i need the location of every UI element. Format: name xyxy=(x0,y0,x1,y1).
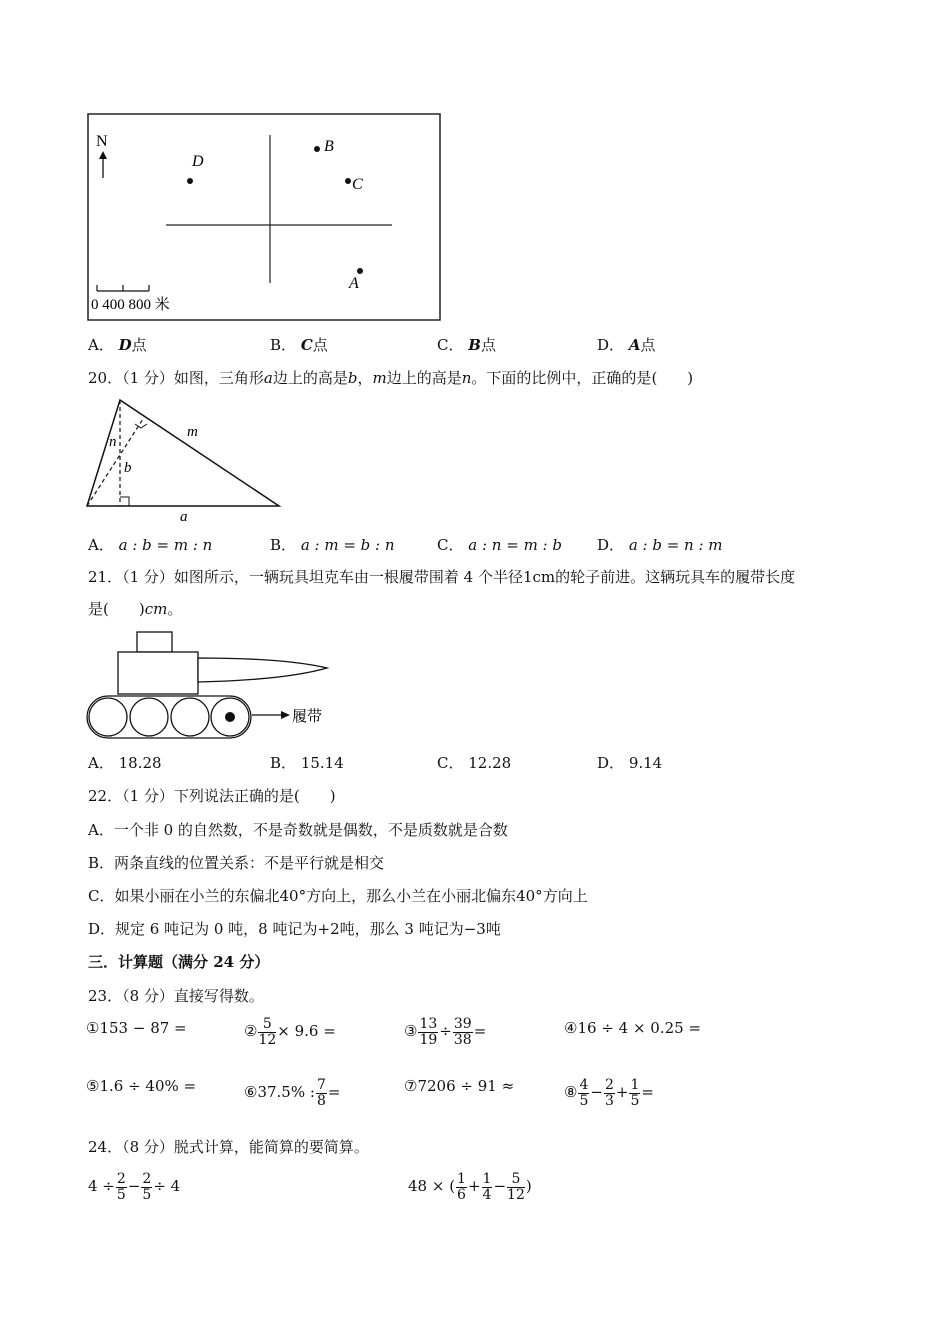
q22-option-c[interactable]: C．如果小丽在小兰的东偏北40°方向上，那么小兰在小丽北偏东40°方向上 xyxy=(88,887,588,905)
q23-item-8: ⑧ $\frac{4}{5}$ − $\frac{2}{3}$ + $\frac{1}{5}$ = xyxy=(564,1077,654,1109)
q23-item-5: ⑤1.6 ÷ 40% = xyxy=(86,1077,197,1095)
q20-option-a[interactable]: A． a : b = m : n xyxy=(88,536,213,554)
q21-option-b[interactable]: B． 15.14 xyxy=(270,754,344,772)
q20-option-b[interactable]: B． a : m = b : n xyxy=(270,536,395,554)
q19-option-a[interactable]: A． D点 xyxy=(88,336,147,354)
q22-option-b[interactable]: B．两条直线的位置关系：不是平行就是相交 xyxy=(88,854,385,872)
tank-figure xyxy=(85,630,345,742)
svg-text:n: n xyxy=(109,434,117,450)
svg-text:m: m xyxy=(187,424,198,440)
q22-stem: 22．（1 分）下列说法正确的是( ) xyxy=(88,787,336,805)
direction-map-figure xyxy=(87,113,443,323)
point-c xyxy=(345,178,351,184)
q19-option-d[interactable]: D． A点 xyxy=(597,336,656,354)
q21-option-a[interactable]: A． 18.28 xyxy=(88,754,162,772)
q23-stem: 23．（8 分）直接写得数。 xyxy=(88,987,264,1005)
q19-option-c[interactable]: C． B点 xyxy=(437,336,496,354)
svg-text:C: C xyxy=(352,176,363,193)
q21-option-d[interactable]: D． 9.14 xyxy=(597,754,663,772)
q23-item-6: ⑥37.5% : $\frac{7}{8}$ = xyxy=(244,1077,341,1109)
svg-text:A: A xyxy=(349,275,359,292)
svg-text:b: b xyxy=(124,460,132,476)
q23-item-1: ①153 − 87 = xyxy=(86,1019,187,1037)
point-a xyxy=(357,268,363,274)
q23-item-2: ② $\frac{5}{12}$ × 9.6 = xyxy=(244,1016,336,1048)
q23-item-7: ⑦7206 ÷ 91 ≈ xyxy=(404,1077,515,1095)
q21-stem-line1: 21．（1 分）如图所示，一辆玩具坦克车由一根履带围着 4 个半径1cm的轮子前进。这辆玩具车的履带长度 xyxy=(88,568,796,586)
q23-item-3: ③ $\frac{13}{19}$ ÷ $\frac{39}{38}$ = xyxy=(404,1016,487,1048)
q21-stem-line2: 是( )cm。 xyxy=(88,600,183,618)
map-scale: 0 400 800 米 xyxy=(91,297,170,313)
point-d xyxy=(187,178,193,184)
section-3-heading: 三．计算题（满分 24 分） xyxy=(88,953,270,971)
q24-stem: 24．（8 分）脱式计算，能简算的要简算。 xyxy=(88,1138,369,1156)
svg-text:D: D xyxy=(192,153,204,170)
q22-option-a[interactable]: A．一个非 0 的自然数，不是奇数就是偶数，不是质数就是合数 xyxy=(88,821,508,839)
track-label: 履带 xyxy=(292,709,323,725)
q21-option-c[interactable]: C． 12.28 xyxy=(437,754,512,772)
svg-text:B: B xyxy=(324,138,334,155)
q19-option-b[interactable]: B． C点 xyxy=(270,336,328,354)
triangle-figure xyxy=(84,396,289,524)
q23-item-4: ④16 ÷ 4 × 0.25 = xyxy=(564,1019,702,1037)
north-label: N xyxy=(96,133,108,150)
svg-text:a: a xyxy=(180,509,188,524)
q24-expr-1: 4 ÷ $\frac{2}{5}$ − $\frac{2}{5}$ ÷ 4 xyxy=(88,1171,181,1203)
point-b xyxy=(314,146,320,152)
q20-option-d[interactable]: D． a : b = n : m xyxy=(597,536,723,554)
q20-stem: 20．（1 分）如图，三角形a边上的高是b，m边上的高是n。下面的比例中，正确的是( ) xyxy=(88,369,694,387)
q24-expr-2: 48 × ( $\frac{1}{6}$ + $\frac{1}{4}$ − $\frac{5}{12}$ ) xyxy=(408,1171,532,1203)
q22-option-d[interactable]: D．规定 6 吨记为 0 吨，8 吨记为+2吨，那么 3 吨记为−3吨 xyxy=(88,920,501,938)
q20-option-c[interactable]: C． a : n = m : b xyxy=(437,536,562,554)
